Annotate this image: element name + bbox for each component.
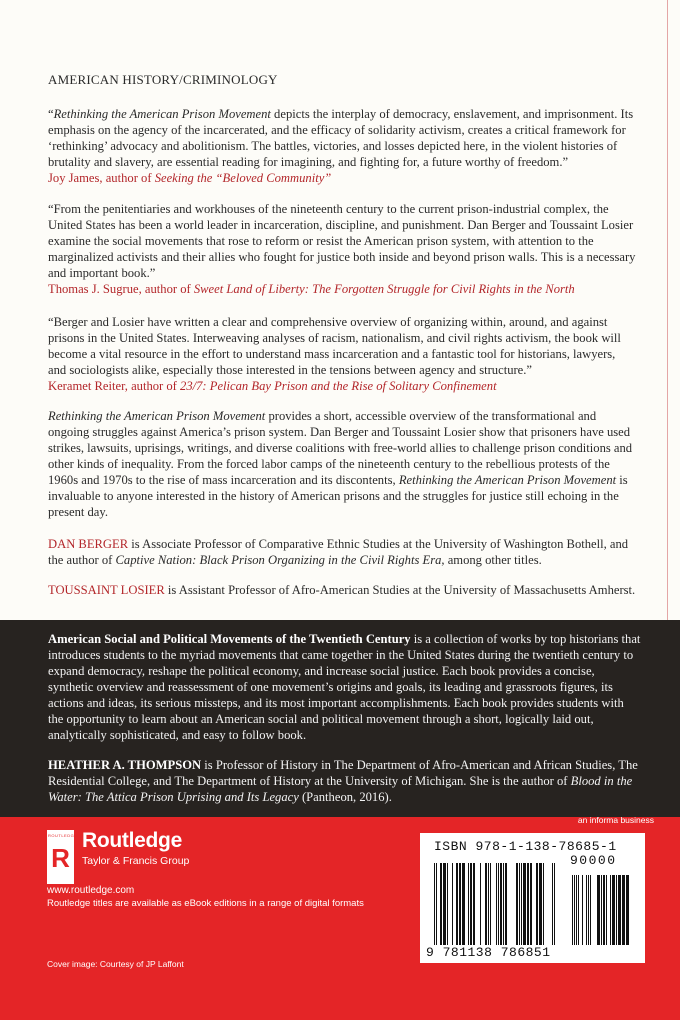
barcode-bar [530,863,532,945]
author-bio-berger: DAN BERGER is Associate Professor of Comparative Ethnic Studies at the University of Washington Bothell, and the author of Captive Nation: Black Prison Organizing in the Civil Rights Era, among other titles. [48,537,629,567]
barcode-bar [473,863,475,945]
barcode-bar [601,875,602,945]
series-band [0,620,680,817]
blurb-1-attribution: Joy James, author of Seeking the “Beloved Community” [48,171,332,185]
barcode-bar [612,875,615,945]
series-description: American Social and Political Movements of the Twentieth Century is a collection of works by top historians that introduces students to the myriad movements that came together in the United States during the twentieth century to expand democracy, reshape the political economy, and increase social justice. Each book provides a concise, synthetic overview and reassessment of one movement’s origins and goals, its leading and grassroots figures, its actions and ideas, its serious missteps, and its most important accomplishments. Each book provides students with the opportunity to learn about an American social and political movement through a short, logically laid out, analytically sophisticated, and easy to follow book. [48,632,641,742]
book-description: Rethinking the American Prison Movement provides a short, accessible overview of the transformational and ongoing struggles against America’s prison system. Dan Berger and Toussaint Losier show that prisoners have used strikes, lawsuits, uprisings, writings, and diverse coalitions with free-world allies to challenge prison conditions and other kinds of inequality. From the forced labor camps of the nineteenth century to the rebellious protests of the 1960s and 1970s to the rise of mass incarceration and its discontents, Rethinking the American Prison Movement is invaluable to anyone interested in the history of American prisons and the struggles for justice still echoing in the present day. [48,409,633,519]
barcode-bar [516,863,518,945]
author-bio-losier: TOUSSAINT LOSIER is Assistant Professor of Afro-American Studies at the University of Massachusetts Amherst. [48,583,636,597]
barcode-bar [606,875,607,945]
barcode-bar [588,875,589,945]
barcode-bar [503,863,504,945]
barcode-bar [443,863,446,945]
barcode-bar [618,875,621,945]
barcode-bar [576,875,577,945]
logo-letter: R [51,843,70,873]
blurb-2-attribution: Thomas J. Sugrue, author of Sweet Land of Liberty: The Forgotten Struggle for Civil Rights in the North [48,282,575,296]
routledge-logo-icon [47,830,78,884]
barcode-bar [452,863,453,945]
editor-name: HEATHER A. THOMPSON [48,758,202,772]
series-name: American Social and Political Movements of the Twentieth Century [48,632,411,646]
series-editor-bio: HEATHER A. THOMPSON is Professor of History in The Department of Afro-American and African Studies, The Residential College, and The Department of History at the University of Michigan. She is the author of Blood in the Water: The Attica Prison Uprising and Its Legacy (Pantheon, 2016). [48,758,638,804]
barcode-bar [456,863,458,945]
barcode-bar [552,863,553,945]
publisher-name: Routledge [82,829,182,852]
barcode-bar [603,875,605,945]
barcode-bar [447,863,448,945]
barcode-bar [490,863,491,945]
barcode-bars-icon [432,857,637,945]
barcode-addon: 90000 [570,853,617,868]
barcode-bar [536,863,538,945]
barcode-bar [622,875,625,945]
barcode-bar [521,863,522,945]
isbn-label: ISBN 978-1-138-78685-1 [434,839,617,854]
barcode-digits: 9 781138 786851 [426,945,551,960]
barcode-bar [496,863,497,945]
barcode-bar [462,863,465,945]
barcode-bar [459,863,461,945]
informa-tagline: an informa business [577,815,654,825]
barcode-bar [468,863,469,945]
barcode-bar [505,863,507,945]
blurb-1-text: depicts the interplay of democracy, enslavement, and imprisonment. Its emphasis on the agency of the incarcerated, and the efficacy of solidarity activism, creates a critical framework for ‘rethinking’ advocacy and abolitionism. The battles, victories, and losses depicted here, in the violent histories of brutality and slavery, are essential reading for imagining, and fighting for, a future worthy of freedom.” [48,107,634,169]
barcode-bar [586,875,587,945]
blurb-3 [48,314,636,394]
barcode-bar [616,875,617,945]
category-label: AMERICAN HISTORY/CRIMINOLOGY [48,72,278,87]
author-name-losier: TOUSSAINT LOSIER [48,583,165,597]
barcode-bar [480,863,481,945]
barcode-bar [610,875,611,945]
barcode-bar [582,875,583,945]
ebook-note: Routledge titles are available as eBook editions in a range of digital formats [47,898,364,909]
barcode-bar [500,863,502,945]
barcode-bar [626,875,629,945]
barcode-bar [436,863,437,945]
publisher-url[interactable]: www.routledge.com [47,885,135,896]
edge-line [667,0,668,620]
blurb-2 [48,201,636,297]
barcode-bar [554,863,555,945]
blurb-1-title: Rethinking the American Prison Movement [53,107,271,121]
barcode-bar [597,875,600,945]
author-name-berger: DAN BERGER [48,537,129,551]
barcode-bar [488,863,489,945]
barcode-bar [543,863,544,945]
barcode-bar [572,875,573,945]
blurb-2-text: “From the penitentiaries and workhouses of the nineteenth century to the current prison-industrial complex, the United States has been a world leader in incarceration, discipline, and punishment. Dan Berger and Toussaint Losier examine the social movements that rose to reform or resist the American prison system, with attention to the marginalized activists and their allies who fought for justice both inside and beyond prison walls. This is a necessary and important book.” [48,202,636,280]
cover-credit: Cover image: Courtesy of JP Laffont [47,959,184,969]
blurb-1-open-quote: “ [48,107,54,121]
publisher-group: Taylor & Francis Group [82,855,190,867]
barcode-bar [434,863,435,945]
barcode-bar [485,863,487,945]
barcode-bar [498,863,499,945]
logo-vertical-text: ROUTLEDGE [48,833,78,838]
barcode-bar [590,875,591,945]
blurb-3-attribution: Keramet Reiter, author of 23/7: Pelican Bay Prison and the Rise of Solitary Confinement [48,379,497,393]
barcode-bar [519,863,520,945]
publisher-panel [0,817,680,1020]
blurb-3-text: “Berger and Losier have written a clear and comprehensive overview of organizing within, around, and against prisons in the United States. Interweaving analyses of racism, nationalism, and civil rights activism, the book will become a vital resource in the effort to understand mass incarceration and a fantastic tool for historians, lawyers, and sociologists alike, especially those interested in the tensions between agency and structure.” [48,315,621,377]
barcode-bar [539,863,542,945]
barcode-bar [440,863,442,945]
barcode-bar [578,875,579,945]
barcode-bar [523,863,526,945]
barcode-bar [574,875,575,945]
barcode [420,833,645,963]
blurb-1 [48,106,636,186]
barcode-bar [527,863,529,945]
barcode-bar [470,863,472,945]
